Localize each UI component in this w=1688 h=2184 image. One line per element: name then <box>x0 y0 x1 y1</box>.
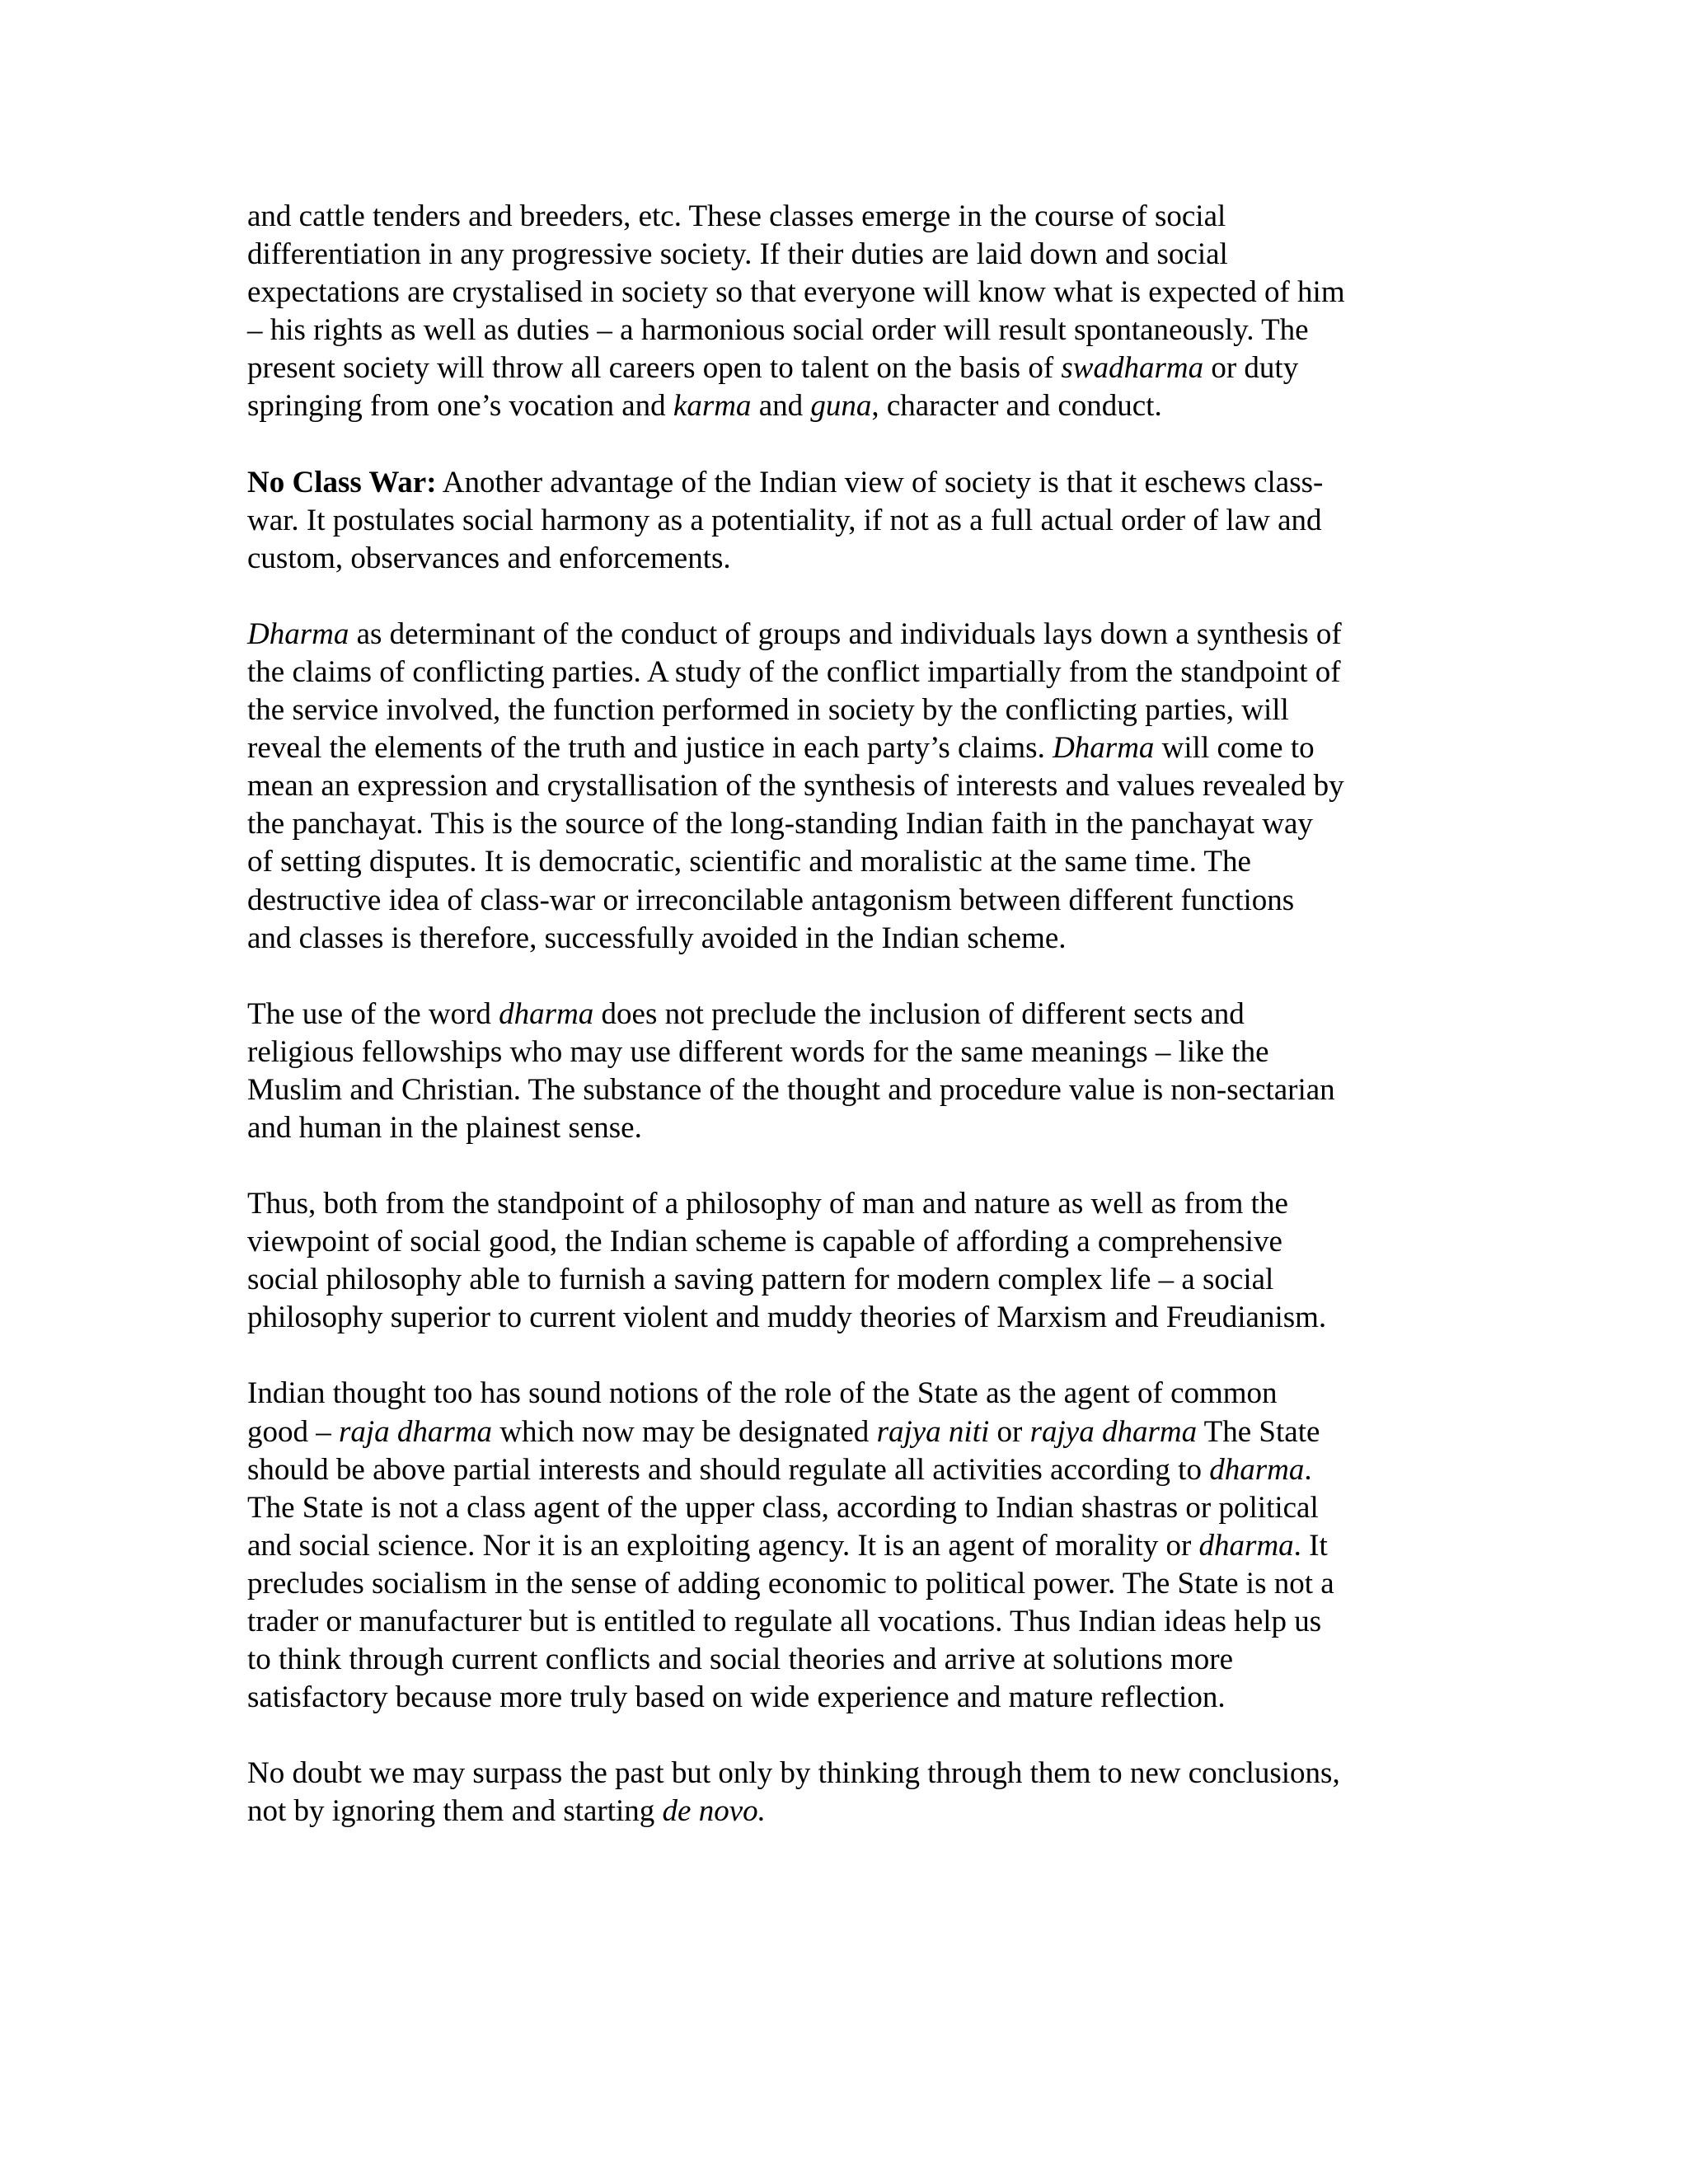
text-run: – his rights as well as duties – a harmonious social order will result spontaneously. The <box>247 313 1309 348</box>
text-line <box>247 1071 1441 1109</box>
text-run: of setting disputes. It is democratic, scientific and moralistic at the same time. The <box>247 845 1251 879</box>
text-line <box>247 1299 1441 1337</box>
text-run: precludes socialism in the sense of adding economic to political power. The State is not a <box>247 1566 1334 1601</box>
text-line <box>247 1755 1441 1793</box>
paragraph <box>247 464 1441 578</box>
text-run: does not preclude the inclusion of different sects and <box>593 996 1245 1031</box>
text-line <box>247 1793 1441 1830</box>
text-line <box>247 843 1441 881</box>
text-run: and social science. Nor it is an exploiting agency. It is an agent of morality or <box>247 1528 1199 1563</box>
text-run: reveal the elements of the truth and justice in each party’s claims. <box>247 731 1053 766</box>
text-line <box>247 1413 1441 1451</box>
text-line <box>247 996 1441 1033</box>
text-line <box>247 767 1441 805</box>
text-run: not by ignoring them and starting <box>247 1794 663 1829</box>
text-line <box>247 1641 1441 1679</box>
text-run: The State is not a class agent of the upper class, according to Indian shastras or political <box>247 1490 1319 1525</box>
italic-term: karma <box>673 389 752 424</box>
text-line <box>247 502 1441 540</box>
text-line <box>247 1223 1441 1261</box>
text-run: the claims of conflicting parties. A study of the conflict impartially from the standpoint of <box>247 654 1341 689</box>
text-run: viewpoint of social good, the Indian scheme is capable of affording a comprehensive <box>247 1225 1282 1259</box>
italic-term: de novo. <box>662 1794 766 1829</box>
text-run: present society will throw all careers open to talent on the basis of <box>247 351 1062 386</box>
text-run: Thus, both from the standpoint of a philosophy of man and nature as well as from the <box>247 1187 1288 1221</box>
text-line <box>247 312 1441 349</box>
italic-term: Dharma <box>1053 731 1155 766</box>
text-run: religious fellowships who may use different words for the same meanings – like the <box>247 1034 1269 1069</box>
italic-term: guna <box>810 389 872 424</box>
text-line <box>247 1261 1441 1299</box>
text-run: Indian thought too has sound notions of the role of the State as the agent of common <box>247 1376 1278 1411</box>
italic-term: rajya dharma <box>1029 1414 1198 1449</box>
text-run: and cattle tenders and breeders, etc. These classes emerge in the course of social <box>247 199 1226 233</box>
text-run: social philosophy able to furnish a saving pattern for modern complex life – a social <box>247 1263 1274 1297</box>
text-run: destructive idea of class-war or irreconcilable antagonism between different functions <box>247 883 1295 917</box>
text-run: expectations are crystalised in society so that everyone will know what is expected of him <box>247 275 1345 310</box>
text-run: or duty <box>1203 351 1299 386</box>
text-run: , character and conduct. <box>871 389 1162 424</box>
paragraph <box>247 996 1441 1147</box>
italic-term: dharma <box>499 996 594 1031</box>
text-run: to think through current conflicts and social theories and arrive at solutions more <box>247 1643 1234 1677</box>
text-run: mean an expression and crystallisation of the synthesis of interests and values revealed by <box>247 769 1344 804</box>
text-line <box>247 464 1441 502</box>
text-line <box>247 540 1441 578</box>
text-run: differentiation in any progressive society. If their duties are laid down and social <box>247 237 1228 272</box>
paragraph <box>247 1755 1441 1830</box>
text-run: springing from one’s vocation and <box>247 389 673 424</box>
paragraph <box>247 616 1441 958</box>
text-run: satisfactory because more truly based on wide experience and mature reflection. <box>247 1680 1226 1715</box>
text-run: which now may be designated <box>492 1414 877 1449</box>
text-line <box>247 882 1441 920</box>
text-run: the panchayat. This is the source of the long-standing Indian faith in the panchayat way <box>247 807 1313 841</box>
text-line <box>247 691 1441 729</box>
text-line <box>247 1565 1441 1603</box>
text-run: and classes is therefore, successfully avoided in the Indian scheme. <box>247 921 1067 955</box>
text-run: will come to <box>1154 731 1315 766</box>
text-line <box>247 1185 1441 1223</box>
text-run: . <box>1304 1452 1312 1487</box>
text-line <box>247 654 1441 691</box>
text-line <box>247 1109 1441 1147</box>
text-run: Muslim and Christian. The substance of the thought and procedure value is non-sectarian <box>247 1072 1335 1107</box>
text-line <box>247 1033 1441 1071</box>
italic-term: raja dharma <box>339 1414 493 1449</box>
text-line <box>247 1451 1441 1489</box>
italic-term: Dharma <box>247 616 349 651</box>
paragraph <box>247 198 1441 426</box>
text-run: No doubt we may surpass the past but only by thinking through them to new conclusions, <box>247 1756 1340 1791</box>
text-line <box>247 729 1441 767</box>
paragraph <box>247 1375 1441 1717</box>
italic-term: rajya niti <box>876 1414 990 1449</box>
text-line <box>247 387 1441 425</box>
text-line <box>247 805 1441 843</box>
text-line <box>247 198 1441 236</box>
text-run: good – <box>247 1414 339 1449</box>
italic-term: dharma <box>1198 1528 1294 1563</box>
text-run: and human in the plainest sense. <box>247 1110 642 1145</box>
section-heading: No Class War: <box>247 465 437 499</box>
text-run: . It <box>1293 1528 1328 1563</box>
text-run: trader or manufacturer but is entitled to regulate all vocations. Thus Indian ideas help us <box>247 1605 1322 1638</box>
text-line <box>247 1603 1441 1641</box>
text-run: The use of the word <box>247 996 499 1031</box>
text-run: custom, observances and enforcements. <box>247 541 731 575</box>
text-run: the service involved, the function performed in society by the conflicting parties, will <box>247 693 1289 728</box>
text-line <box>247 1679 1441 1717</box>
text-line <box>247 616 1441 654</box>
text-run: should be above partial interests and should regulate all activities according to <box>247 1452 1210 1487</box>
text-line <box>247 1375 1441 1413</box>
text-run: The State <box>1197 1414 1320 1449</box>
paragraph <box>247 1185 1441 1337</box>
document-page <box>247 198 1441 1868</box>
text-line <box>247 1527 1441 1565</box>
text-run: Another advantage of the Indian view of society is that it eschews class- <box>436 465 1324 499</box>
text-run: or <box>989 1414 1030 1449</box>
text-line <box>247 274 1441 312</box>
text-line <box>247 349 1441 387</box>
text-line <box>247 920 1441 958</box>
text-run: philosophy superior to current violent and muddy theories of Marxism and Freudianism. <box>247 1301 1327 1335</box>
text-run: and <box>751 389 811 424</box>
italic-term: swadharma <box>1061 351 1204 386</box>
text-run: war. It postulates social harmony as a potentiality, if not as a full actual order of law and <box>247 503 1322 537</box>
italic-term: dharma <box>1209 1452 1305 1487</box>
text-line <box>247 1489 1441 1527</box>
text-line <box>247 236 1441 274</box>
text-run: as determinant of the conduct of groups and individuals lays down a synthesis of <box>349 616 1342 651</box>
